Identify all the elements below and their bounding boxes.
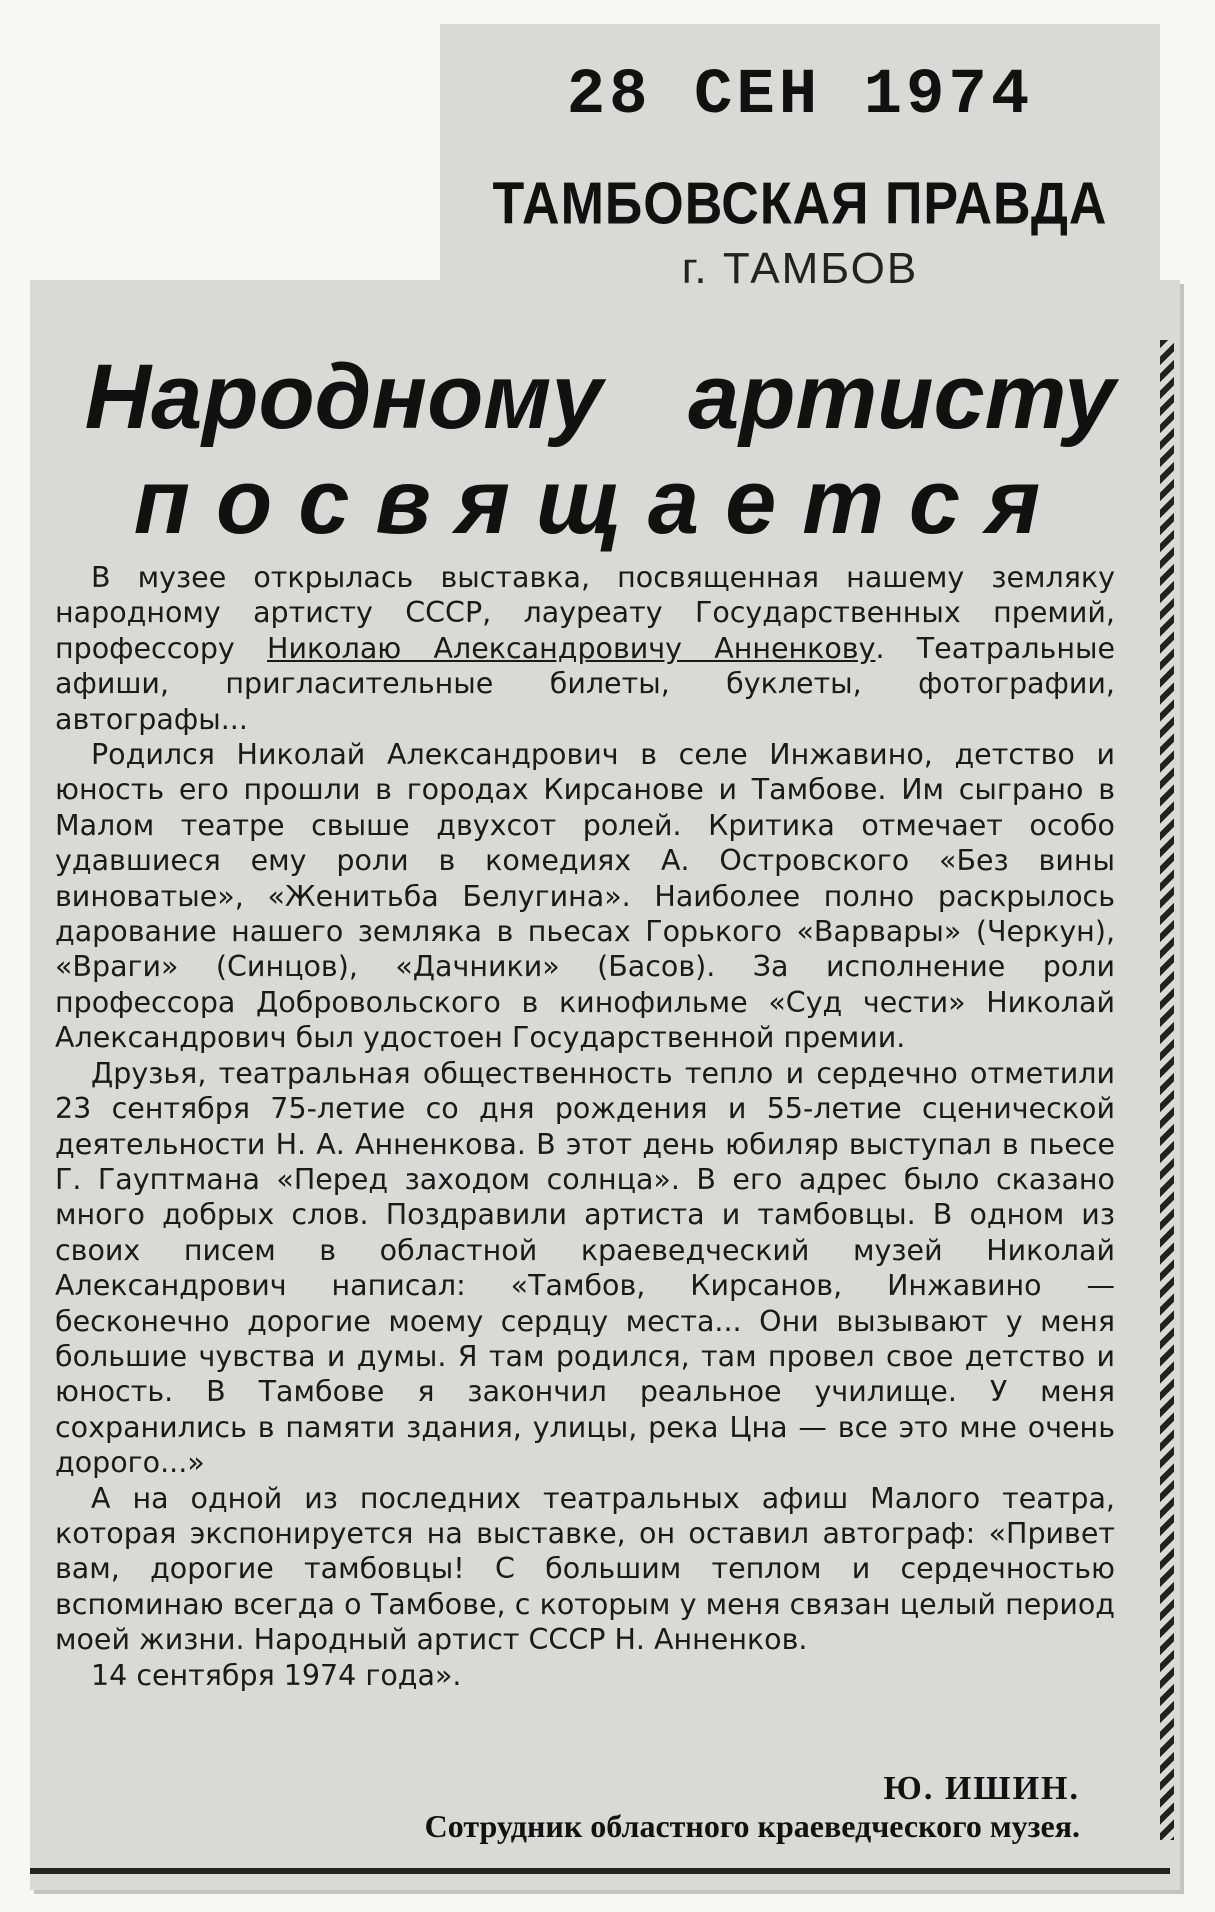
bottom-rule	[30, 1868, 1170, 1874]
article-paragraph-3: Друзья, театральная общественность тепло и сердечно отметили 23 сентября 75-летие со дня рождения и 55-летие сценической деятельности Н. А. Анненкова. В этот день юбиляр выступал в пьесе Г. Гауптмана «Перед заходом солнца». В его адрес было сказано много добрых слов. Поздравили артиста и тамбовцы. В одном из своих писем в областной краеведческий музей Николай Александрович написал: «Тамбов, Кирсанов, Инжавино — бесконечно дорогие моему сердцу места... Они вызывают у меня большие чувства и думы. Я там родился, там провел свое детство и юность. В Тамбове я закончил реальное училище. У меня сохранились в памяти здания, улицы, река Цна — все это мне очень дорого...»	[55, 1056, 1115, 1480]
article-body	[55, 560, 1115, 1693]
article-paragraph-4: А на одной из последних театральных афиш Малого театра, которая экспонируется на выставке, он оставил автограф: «Привет вам, дорогие тамбовцы! С большим теплом и сердечностью вспоминаю всегда о Тамбове, с которым у меня связан целый период моей жизни. Народный артист СССР Н. Анненков.	[55, 1481, 1115, 1657]
paragraph-1-end: . Театральные афиши, пригласительные билеты, буклеты, фотографии, автографы...	[55, 631, 1115, 736]
stamp-date: 28 СЕН 1974	[566, 60, 1034, 132]
archive-stamp	[440, 24, 1160, 293]
artist-name-underlined: Николаю Александровичу Анненкову	[267, 631, 876, 665]
paragraph-1-start: В музее открылась выставка, посвященная нашему земляку народному артисту СССР, лауреату Государственных премий, профессору	[55, 561, 1115, 665]
byline-position: Сотрудник областного краеведческого музея.	[424, 1808, 1080, 1844]
stamp-newspaper-name: ТАМБОВСКАЯ ПРАВДА	[492, 170, 1108, 238]
article-paragraph-1	[55, 560, 1115, 737]
headline-line-1: Народному артисту	[84, 346, 1116, 448]
byline-author: Ю. ИШИН.	[883, 1770, 1080, 1807]
decorative-side-border	[1160, 340, 1174, 1840]
headline-line-2: посвящается	[133, 451, 1067, 553]
article-paragraph-2: Родился Николай Александрович в селе Инжавино, детство и юность его прошли в городах Кирсанове и Тамбове. Им сыграно в Малом театре свыше двухсот ролей. Критика отмечает особо удавшиеся ему роли в комедиях А. Островского «Без вины виноватые», «Женитьба Белугина». Наиболее полно раскрылось дарование нашего земляка в пьесах Горького «Варвары» (Черкун), «Враги» (Синцов), «Дачники» (Басов). За исполнение роли профессора Добровольского в кинофильме «Суд чести» Николай Александрович был удостоен Государственной премии.	[55, 738, 1115, 1055]
stamp-city: г. ТАМБОВ	[681, 244, 919, 293]
letter-date: 14 сентября 1974 года».	[91, 1658, 462, 1692]
